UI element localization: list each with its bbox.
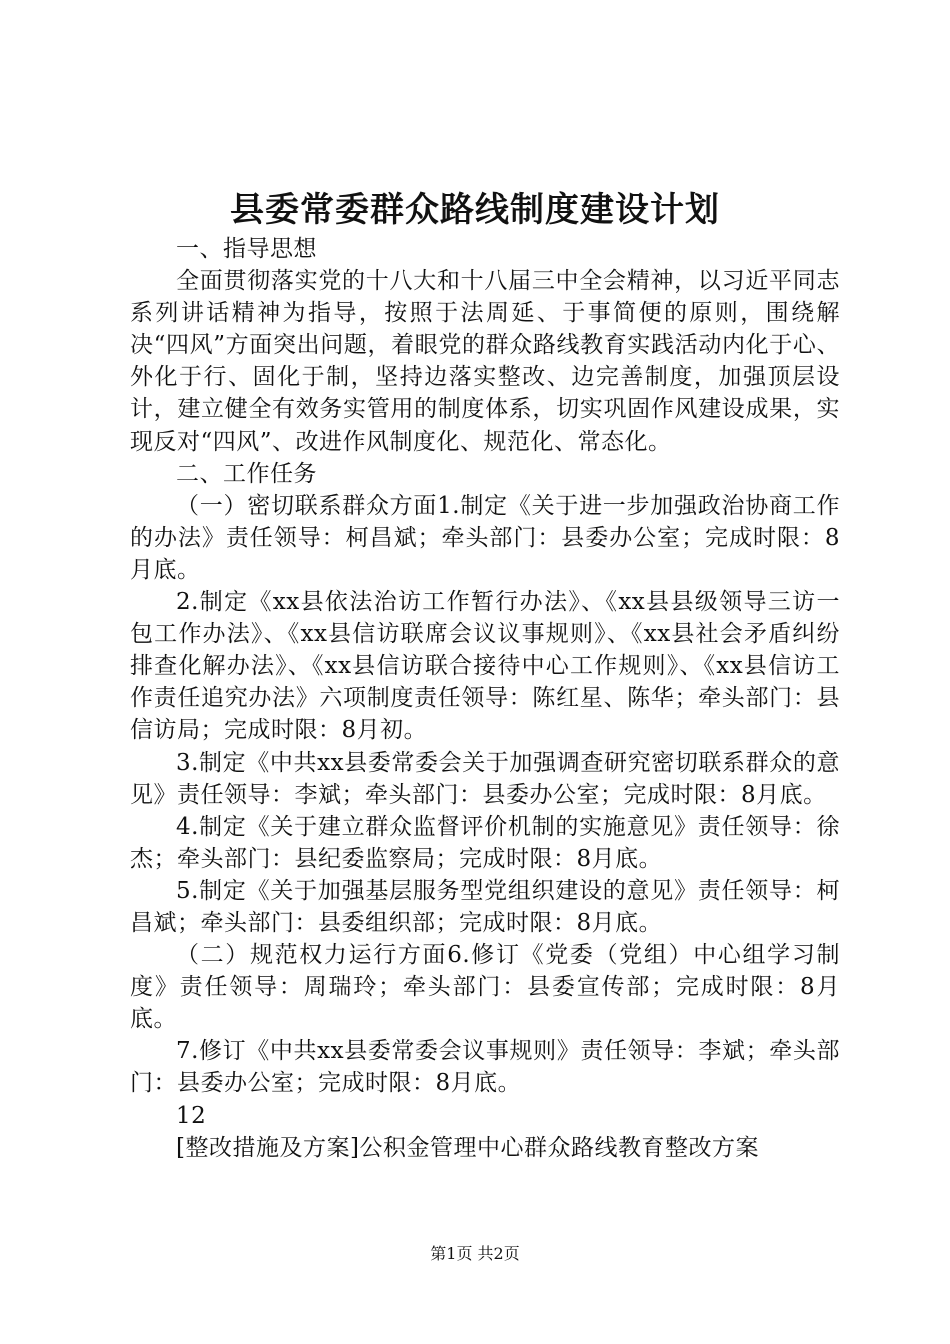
page-footer: 第1页 共2页 [430,1244,520,1263]
document-body [130,233,840,1164]
paragraph-task-5: 5.制定《关于加强基层服务型党组织建设的意见》责任领导：柯昌斌；牵头部门：县委组织部；完成时限：8月底。 [130,877,840,936]
page-marker-text: 12 [176,1102,207,1129]
related-document-link-text: [整改措施及方案]公积金管理中心群众路线教育整改方案 [176,1134,759,1161]
paragraph-task-7: 7.修订《中共xx县委常委会议事规则》责任领导：李斌；牵头部门：县委办公室；完成时限：8月底。 [130,1038,840,1097]
paragraph-task-4: 4.制定《关于建立群众监督评价机制的实施意见》责任领导：徐杰；牵头部门：县纪委监察局；完成时限：8月底。 [130,813,840,872]
section-heading-guiding-ideology: 一、指导思想 [176,236,317,262]
paragraph-guiding-ideology: 全面贯彻落实党的十八大和十八届三中全会精神，以习近平同志系列讲话精神为指导，按照于法周延、于事简便的原则，围绕解决“四风”方面突出问题，着眼党的群众路线教育实践活动内化于心、外化于行、固化于制，坚持边落实整改、边完善制度，加强顶层设计，建立健全有效务实管用的制度体系，切实巩固作风建设成果，实现反对“四风”、改进作风制度化、规范化、常态化。 [130,268,840,455]
document-title: 县委常委群众路线制度建设计划 [230,190,720,230]
paragraph-task-3: 3.制定《中共xx县委常委会关于加强调查研究密切联系群众的意见》责任领导：李斌；牵头部门：县委办公室；完成时限：8月底。 [130,749,840,808]
paragraph-task-6: （二）规范权力运行方面6.修订《党委（党组）中心组学习制度》责任领导：周瑞玲；牵头部门：县委宣传部；完成时限：8月底。 [130,942,840,1033]
section-heading-work-tasks: 二、工作任务 [176,460,317,487]
paragraph-task-1: （一）密切联系群众方面1.制定《关于进一步加强政治协商工作的办法》责任领导：柯昌斌；牵头部门：县委办公室；完成时限：8月底。 [130,492,840,583]
paragraph-task-2: 2.制定《xx县依法治访工作暂行办法》、《xx县县级领导三访一包工作办法》、《xx县信访联席会议议事规则》、《xx县社会矛盾纠纷排查化解办法》、《xx县信访联合接待中心工作规则》、《xx县信访工作责任追究办法》六项制度责任领导：陈红星、陈华；牵头部门：县信访局；完成时限：8月初。 [130,589,840,744]
